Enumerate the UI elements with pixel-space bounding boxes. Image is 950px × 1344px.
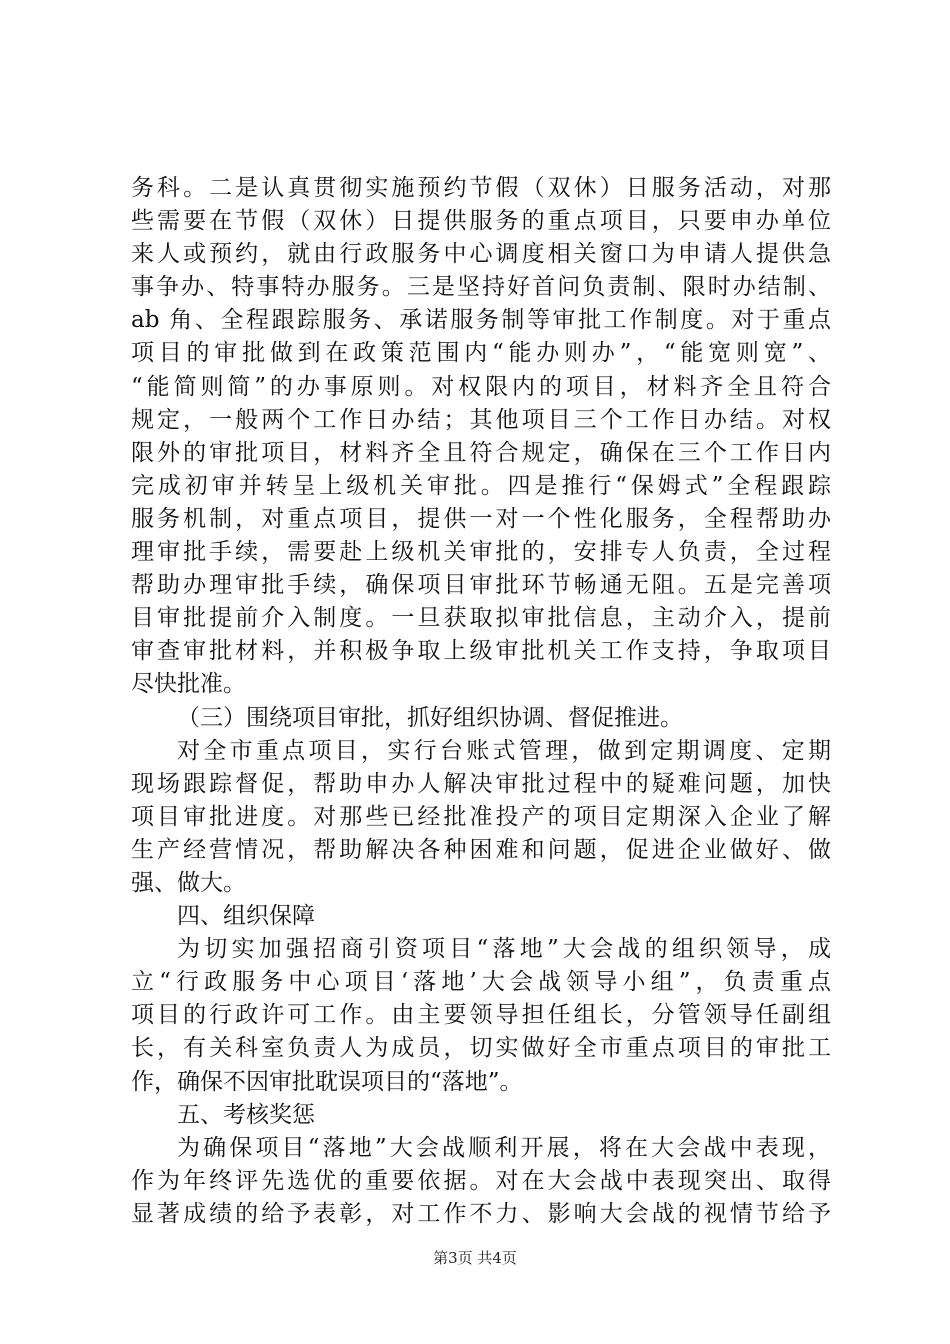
text-line: 现场跟踪督促，帮助申办人解决审批过程中的疑难问题，加快 <box>131 770 831 797</box>
text-line: 为切实加强招商引资项目“落地”大会战的组织领导，成 <box>177 936 831 963</box>
text-line: 限外的审批项目，材料齐全且符合规定，确保在三个工作日内 <box>131 439 831 466</box>
text-line: 作为年终评先选优的重要依据。对在大会战中表现突出、取得 <box>131 1167 831 1194</box>
text-line: 完成初审并转呈上级机关审批。四是推行“保姆式”全程跟踪 <box>131 472 831 499</box>
text-line: 项目审批进度。对那些已经批准投产的项目定期深入企业了解 <box>131 803 831 830</box>
text-line: 作，确保不因审批耽误项目的“落地”。 <box>131 1068 523 1095</box>
document-body <box>131 172 831 1231</box>
text-line: 目审批提前介入制度。一旦获取拟审批信息，主动介入，提前 <box>131 605 831 632</box>
section-heading: 五、考核奖惩 <box>177 1101 315 1128</box>
text-line: “能简则简”的办事原则。对权限内的项目，材料齐全且符合 <box>131 373 831 400</box>
section-heading: 四、组织保障 <box>177 903 315 930</box>
text-line: 规定，一般两个工作日办结；其他项目三个工作日办结。对权 <box>131 406 831 433</box>
text-line: 项目的审批做到在政策范围内“能办则办”，“能宽则宽”、 <box>131 340 831 367</box>
text-line: 生产经营情况，帮助解决各种困难和问题，促进企业做好、做 <box>131 836 831 863</box>
text-line: 尽快批准。 <box>131 671 246 698</box>
page-number: 第3页 共4页 <box>433 1249 517 1267</box>
text-line: 理审批手续，需要赴上级机关审批的，安排专人负责，全过程 <box>131 539 831 566</box>
text-line: 务科。二是认真贯彻实施预约节假（双休）日服务活动，对那 <box>131 175 831 201</box>
text-line: 显著成绩的给予表彰，对工作不力、影响大会战的视情节给予 <box>131 1200 831 1227</box>
text-line: 强、做大。 <box>131 869 246 896</box>
text-line: 服务机制，对重点项目，提供一对一个性化服务，全程帮助办 <box>131 505 831 532</box>
text-line: 为确保项目“落地”大会战顺利开展，将在大会战中表现， <box>177 1134 831 1161</box>
text-line: 审查审批材料，并积极争取上级审批机关工作支持，争取项目 <box>131 638 831 665</box>
text-line: 对全市重点项目，实行台账式管理，做到定期调度、定期 <box>177 737 831 764</box>
text-line: 事争办、特事特办服务。三是坚持好首问负责制、限时办结制、 <box>131 274 831 301</box>
page-footer <box>0 1248 950 1268</box>
text-line: 帮助办理审批手续，确保项目审批环节畅通无阻。五是完善项 <box>131 572 831 599</box>
text-line: 长，有关科室负责人为成员，切实做好全市重点项目的审批工 <box>131 1035 831 1062</box>
text-line: 来人或预约，就由行政服务中心调度相关窗口为申请人提供急 <box>131 241 831 268</box>
text-line: 立“行政服务中心项目‘落地’大会战领导小组”，负责重点 <box>131 969 831 996</box>
text-line: 些需要在节假（双休）日提供服务的重点项目，只要申办单位 <box>131 208 831 235</box>
text-line: ab 角、全程跟踪服务、承诺服务制等审批工作制度。对于重点 <box>131 307 831 334</box>
text-line: 项目的行政许可工作。由主要领导担任组长，分管领导任副组 <box>131 1002 831 1029</box>
section-heading: （三）围绕项目审批，抓好组织协调、督促推进。 <box>177 704 683 731</box>
